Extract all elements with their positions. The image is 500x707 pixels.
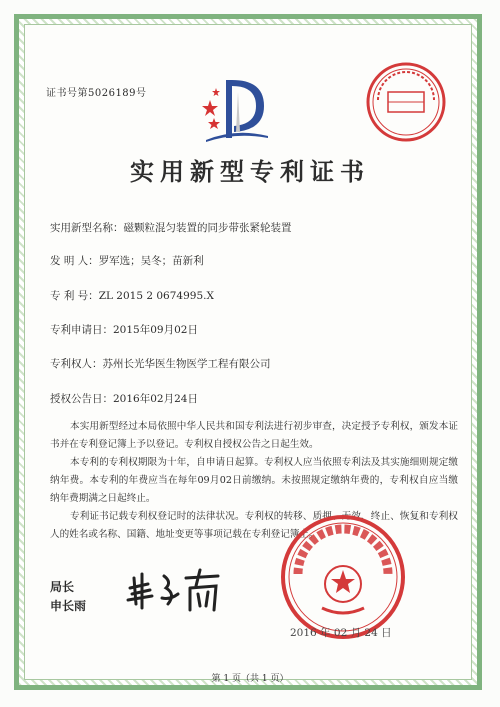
field-grant-date [50, 391, 198, 406]
field-label: 专利申请日： [50, 324, 113, 336]
field-label: 专 利 号： [50, 290, 99, 302]
field-value: 罗军选；吴冬；苗新利 [98, 255, 204, 267]
director-name: 申长雨 [50, 599, 87, 613]
seal-date: 2016 年 02 月 24 日 [290, 627, 392, 639]
field-inventor [50, 253, 204, 268]
page-number: 第 1 页（共 1 页） [211, 674, 289, 684]
field-label: 实用新型名称： [50, 222, 124, 234]
field-value: 苏州长光华医生物医学工程有限公司 [102, 358, 271, 370]
director-title: 局长 [50, 580, 75, 594]
agency-seal-icon [364, 60, 448, 144]
paragraph-term: 本专利的专利权期限为十年，自申请日起算。专利权人应当依照专利法及其实施细则规定缴纳年费。本专利的年费应当在每年09月02日前缴纳。未按照规定缴纳年费的，专利权自应当缴纳年费期满之日起终止。 [50, 457, 458, 504]
certificate-number: 证书号第5026189号 [46, 88, 147, 99]
field-label: 专利权人： [50, 358, 103, 370]
field-label: 发 明 人： [50, 255, 99, 267]
paragraph-legal-status: 专利证书记载专利权登记时的法律状况。专利权的转移、质押、无效、终止、恢复和专利权人的姓名或名称、国籍、地址变更等事项记载在专利登记簿上。 [50, 511, 458, 540]
field-value: ZL 2015 2 0674995.X [98, 290, 214, 302]
paragraph-grant: 本实用新型经过本局依照中华人民共和国专利法进行初步审查，决定授予专利权，颁发本证书并在专利登记簿上予以登记。专利权自授权公告之日起生效。 [50, 421, 458, 450]
field-filing-date [50, 322, 198, 337]
field-value: 2016年02月24日 [113, 393, 198, 405]
national-ip-seal-icon [278, 512, 408, 642]
field-value: 2015年09月02日 [113, 324, 198, 336]
field-value: 磁颗粒混匀装置的同步带张紧轮装置 [123, 222, 292, 234]
director-signature [120, 560, 230, 620]
field-patentee [50, 356, 271, 371]
page-title: 实用新型专利证书 [130, 157, 370, 186]
field-utility-name [50, 220, 292, 235]
field-label: 授权公告日： [50, 393, 113, 405]
patent-office-emblem-icon [196, 70, 276, 150]
field-patent-number [50, 288, 214, 303]
